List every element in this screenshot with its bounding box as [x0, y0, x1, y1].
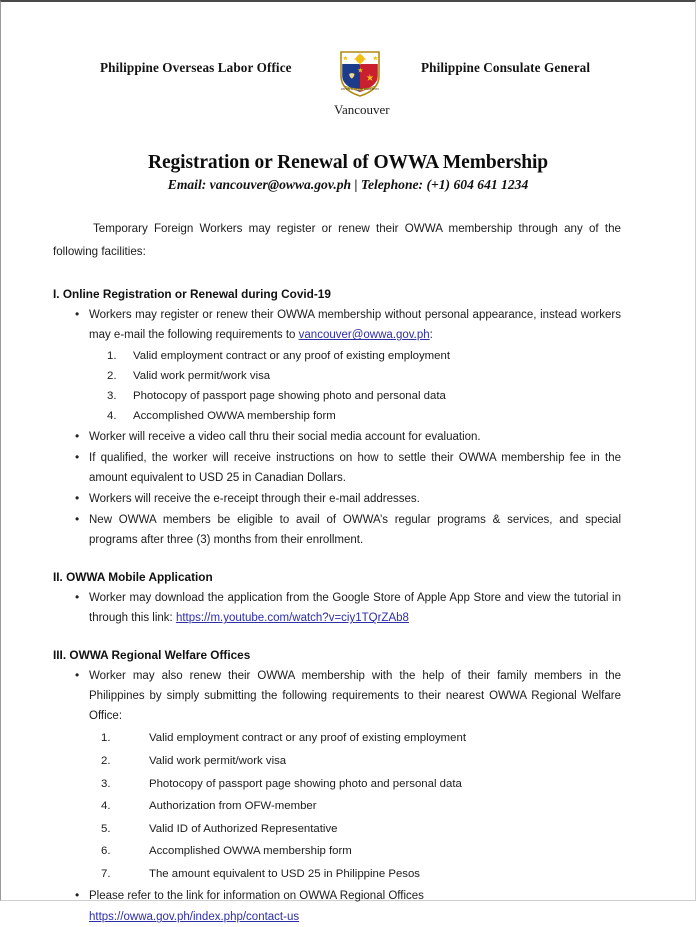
intro-paragraph: Temporary Foreign Workers may register or renew their OWWA membership through any of the following facilities: [53, 222, 621, 258]
list-item [53, 305, 621, 426]
requirement-text: Valid work permit/work visa [149, 755, 287, 768]
requirement-text: Valid ID of Authorized Representative [149, 822, 338, 835]
letterhead [1, 2, 695, 138]
right-office-name: Philippine Consulate General [421, 60, 591, 75]
bullet-text: Please refer to the link for information on OWWA Regional Offices [89, 890, 424, 903]
requirement-text: Authorization from OFW-member [149, 800, 317, 813]
list-item: 4. Accomplished OWWA membership form [107, 410, 336, 423]
bullet-text-before: Worker may download the application from the Google Store of Apple App Store and view the tutorial in through this link: [89, 592, 621, 625]
contact-line: Email: vancouver@owwa.gov.ph | Telephone: (+1) 604 641 1234 [167, 177, 529, 192]
requirement-text: The amount equivalent to USD 25 in Philippine Pesos [149, 867, 421, 880]
owwa-contact-link[interactable]: https://owwa.gov.ph/index.php/contact-us [89, 911, 300, 924]
list-item: • Worker will receive a video call thru their social media account for evaluation. [53, 427, 621, 447]
list-item: • New OWWA members be eligible to avail of OWWA’s regular programs & services, and special programs after three (3) months from their enrollment. [53, 510, 621, 550]
left-office-name: Philippine Overseas Labor Office [100, 60, 292, 75]
section-heading-2: II. OWWA Mobile Application [53, 570, 213, 585]
list-item: 2. Valid work permit/work visa [107, 370, 271, 383]
email-link[interactable]: vancouver@owwa.gov.ph [298, 329, 430, 342]
list-item [53, 886, 621, 927]
bullet-text-before: Workers may register or renew their OWWA membership without personal appearance, instead workers may e-mail the following requirements to [89, 309, 621, 342]
seal-block [334, 48, 390, 118]
requirement-text: Accomplished OWWA membership form [149, 845, 352, 858]
bullet-text: Worker may also renew their OWWA membership with the help of their family members in the Philippines by simply submitting the following requirements to their nearest OWWA Regional Welfare Office: [89, 670, 621, 723]
requirement-text: Valid employment contract or any proof of existing employment [149, 732, 466, 745]
document-body [1, 218, 695, 927]
seal-caption: Vancouver [334, 102, 390, 117]
list-item: 3. Photocopy of passport page showing photo and personal data [101, 777, 462, 790]
list-item: • Workers will receive the e-receipt through their e-mail addresses. [53, 489, 621, 509]
requirement-text: Photocopy of passport page showing photo and personal data [149, 777, 462, 790]
section-2-bullet-list [53, 588, 621, 628]
svg-text:REPUBLIC OF THE PHILIPPINES: REPUBLIC OF THE PHILIPPINES [340, 88, 380, 92]
title-block [1, 152, 695, 193]
document-title: Registration or Renewal of OWWA Membership [147, 152, 549, 173]
list-item: • If qualified, the worker will receive instructions on how to settle their OWWA membership fee in the amount equivalent to USD 25 in Canadian Dollars. [53, 448, 621, 488]
youtube-tutorial-link[interactable]: https://m.youtube.com/watch?v=ciy1TQrZAb8 [175, 612, 409, 625]
list-item: 1. Valid employment contract or any proof of existing employment [107, 350, 450, 363]
requirement-text: Accomplished OWWA membership form [133, 410, 336, 423]
section-heading-3: III. OWWA Regional Welfare Offices [53, 648, 251, 663]
list-item: 2. Valid work permit/work visa [101, 755, 287, 768]
requirement-text: Valid work permit/work visa [133, 370, 271, 383]
philippine-coat-of-arms-seal-icon [338, 48, 382, 98]
list-item: 3. Photocopy of passport page showing photo and personal data [107, 390, 446, 403]
section-heading-1: I. Online Registration or Renewal during Covid-19 [53, 287, 331, 302]
list-item: 4. Authorization from OFW-member [101, 800, 317, 813]
section-1-bullet-list [53, 305, 621, 550]
section-1-requirements-list [89, 346, 621, 426]
list-item: 1. Valid employment contract or any proof of existing employment [101, 732, 466, 745]
list-item: 6. Accomplished OWWA membership form [101, 845, 352, 858]
list-item [53, 588, 621, 628]
list-item [53, 666, 621, 885]
list-item: 7. The amount equivalent to USD 25 in Philippine Pesos [101, 867, 421, 880]
list-item: 5. Valid ID of Authorized Representative [101, 822, 338, 835]
section-3-bullet-list [53, 666, 621, 927]
section-3-requirements-list [89, 727, 621, 885]
requirement-text: Valid employment contract or any proof of existing employment [133, 350, 450, 363]
bullet-text-after: : [429, 329, 433, 342]
requirement-text: Photocopy of passport page showing photo and personal data [133, 390, 446, 403]
